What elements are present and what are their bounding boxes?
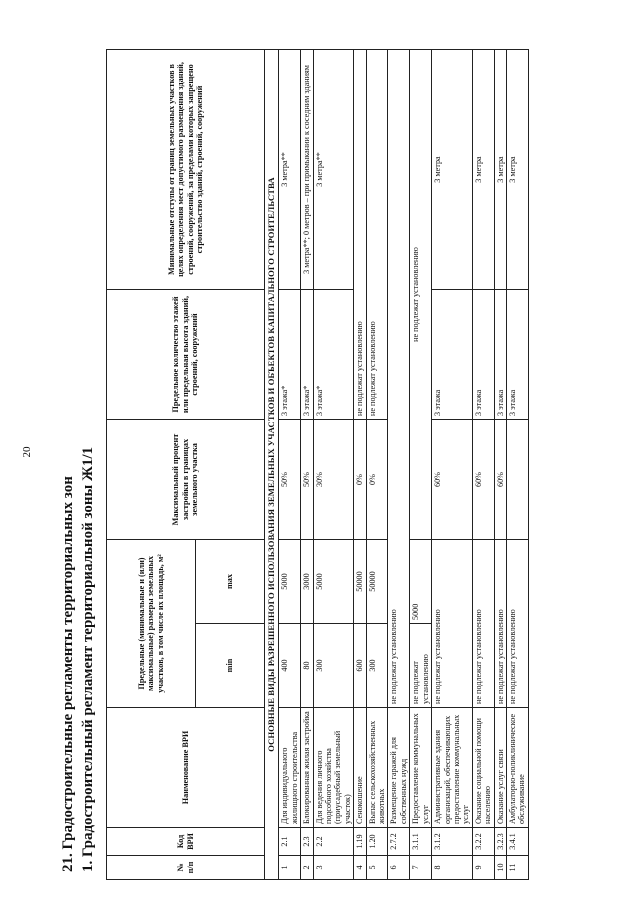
row-setback: 3 метра**: [313, 50, 354, 290]
section-title: ОСНОВНЫЕ ВИДЫ РАЗРЕШЕННОГО ИСПОЛЬЗОВАНИЯ ЗЕМЕЛЬНЫХ УЧАСТКОВ И ОБЪЕКТОВ КАПИТАЛЬНОГО СТРОИТЕЛЬСТВА: [265, 50, 279, 880]
row-name: Предоставление коммунальных услуг: [410, 708, 432, 828]
row-num: 3: [313, 856, 354, 880]
row-percent: 50%: [301, 420, 313, 540]
row-name: Блокированная жилая застройка: [301, 708, 313, 828]
row-name: Оказание услуг связи: [494, 708, 506, 828]
row-name: Для ведения личного подсобного хозяйства (приусадебный земельный участок): [313, 708, 354, 828]
row-all: не подлежат установлению: [388, 50, 410, 708]
row-name: Оказание социальной помощи населению: [472, 708, 494, 828]
row-floors: 3 этажа*: [279, 290, 301, 420]
row-min: не подлежат установлению: [410, 624, 432, 708]
row-percent: 60%: [472, 420, 494, 540]
col-header-setback: Минимальные отступы от границ земельных участков в целях определения мест допустимого размещения зданий, строений, сооружений, за пределами которых запрещено строительство зданий, строений, сооружений: [107, 50, 265, 290]
row-max: 50000: [354, 540, 366, 624]
table-row: [494, 50, 506, 880]
row-min: 300: [313, 624, 354, 708]
rotated-page-content: [58, 40, 583, 880]
table-row: [432, 50, 473, 880]
subsection-heading: 1. Градостроительный регламент территориальной зоны Ж1/1: [80, 446, 96, 872]
row-percent: 0%: [366, 420, 388, 540]
row-num: 4: [354, 856, 366, 880]
table-row: [313, 50, 354, 880]
row-percent: 60%: [494, 420, 506, 540]
row-name: Для индивидуального жилищного строительства: [279, 708, 301, 828]
row-num: 6: [388, 856, 410, 880]
row-name: Амбулаторно-поликлиническое обслуживание: [506, 708, 528, 828]
row-setback: 3 метра: [472, 50, 494, 290]
table-row: [301, 50, 313, 880]
col-header-code: Код ВРИ: [107, 828, 265, 856]
row-num: 5: [366, 856, 388, 880]
row-floors: 3 этажа: [494, 290, 506, 420]
row-floors-setback: не подлежат установлению: [354, 50, 366, 420]
row-name: Сенокошение: [354, 708, 366, 828]
row-setback: 3 метра: [432, 50, 473, 290]
row-floors: 3 этажа*: [313, 290, 354, 420]
row-size: не подлежат установлению: [432, 540, 473, 708]
row-percent: 60%: [432, 420, 473, 540]
col-header-size: Предельные (минимальные и (или) максимальные) размеры земельных участков, в том числе их площадь, м²: [107, 540, 196, 708]
row-min: 600: [354, 624, 366, 708]
row-max: 3000: [301, 540, 313, 624]
table-row: [472, 50, 494, 880]
row-code: 1.19: [354, 828, 366, 856]
row-floors: 3 этажа*: [301, 290, 313, 420]
section-row: [265, 50, 279, 880]
row-code: 3.2.2: [472, 828, 494, 856]
section-heading: 21. Градостроительные регламенты территориальных зон: [60, 476, 76, 872]
row-code: 2.7.2: [388, 828, 410, 856]
row-code: 3.2.3: [494, 828, 506, 856]
row-percent: 30%: [313, 420, 354, 540]
col-header-min: min: [196, 624, 265, 708]
col-header-num: № п/п: [107, 856, 265, 880]
row-percent: 0%: [354, 420, 366, 540]
row-max: 5000: [279, 540, 301, 624]
row-code: 3.4.1: [506, 828, 528, 856]
table-row: [506, 50, 528, 880]
col-header-name: Наименование ВРИ: [107, 708, 265, 828]
page-number: 20: [21, 446, 33, 458]
row-setback: 3 метра: [494, 50, 506, 290]
row-size: не подлежат установлению: [506, 540, 528, 708]
table-row: [366, 50, 388, 880]
col-header-max: max: [196, 540, 265, 624]
row-code: 3.1.2: [432, 828, 473, 856]
row-setback: 3 метра**; 0 метров – при примыкании к соседним зданиям: [301, 50, 313, 290]
row-size: не подлежат установлению: [494, 540, 506, 708]
row-floors-setback: не подлежат установлению: [366, 50, 388, 420]
row-num: 1: [279, 856, 301, 880]
table-row: [279, 50, 301, 880]
row-floors: 3 этажа: [506, 290, 528, 420]
header-row: [107, 50, 196, 880]
row-max: 5000: [410, 540, 432, 624]
table-row: [388, 50, 410, 880]
row-code: 1.20: [366, 828, 388, 856]
table-row: [354, 50, 366, 880]
row-setback: 3 метра**: [279, 50, 301, 290]
row-min: 400: [279, 624, 301, 708]
row-name: Административные здания организаций, обеспечивающих предоставление коммунальных услуг: [432, 708, 473, 828]
row-floors: 3 этажа: [432, 290, 473, 420]
table-row: [410, 50, 432, 880]
col-header-percent: Максимальный процент застройки в границах земельного участка: [107, 420, 265, 540]
row-max: 5000: [313, 540, 354, 624]
row-percent: 50%: [279, 420, 301, 540]
row-floors: 3 этажа: [472, 290, 494, 420]
row-code: 2.3: [301, 828, 313, 856]
row-percent: [506, 420, 528, 540]
col-header-floors: Предельное количество этажей или предельная высота зданий, строений, сооружений: [107, 290, 265, 420]
row-code: 2.1: [279, 828, 301, 856]
row-min: 300: [366, 624, 388, 708]
regulation-table: [106, 49, 529, 880]
row-code: 3.1.1: [410, 828, 432, 856]
row-num: 8: [432, 856, 473, 880]
row-num: 2: [301, 856, 313, 880]
row-max: 50000: [366, 540, 388, 624]
row-num: 9: [472, 856, 494, 880]
row-rest: не подлежат установлению: [410, 50, 432, 540]
row-setback: 3 метра: [506, 50, 528, 290]
row-name: Выпас сельскохозяйственных животных: [366, 708, 388, 828]
row-num: 10: [494, 856, 506, 880]
row-num: 11: [506, 856, 528, 880]
row-name: Размещение гаражей для собственных нужд: [388, 708, 410, 828]
row-size: не подлежат установлению: [472, 540, 494, 708]
row-code: 2.2: [313, 828, 354, 856]
row-min: 80: [301, 624, 313, 708]
row-num: 7: [410, 856, 432, 880]
